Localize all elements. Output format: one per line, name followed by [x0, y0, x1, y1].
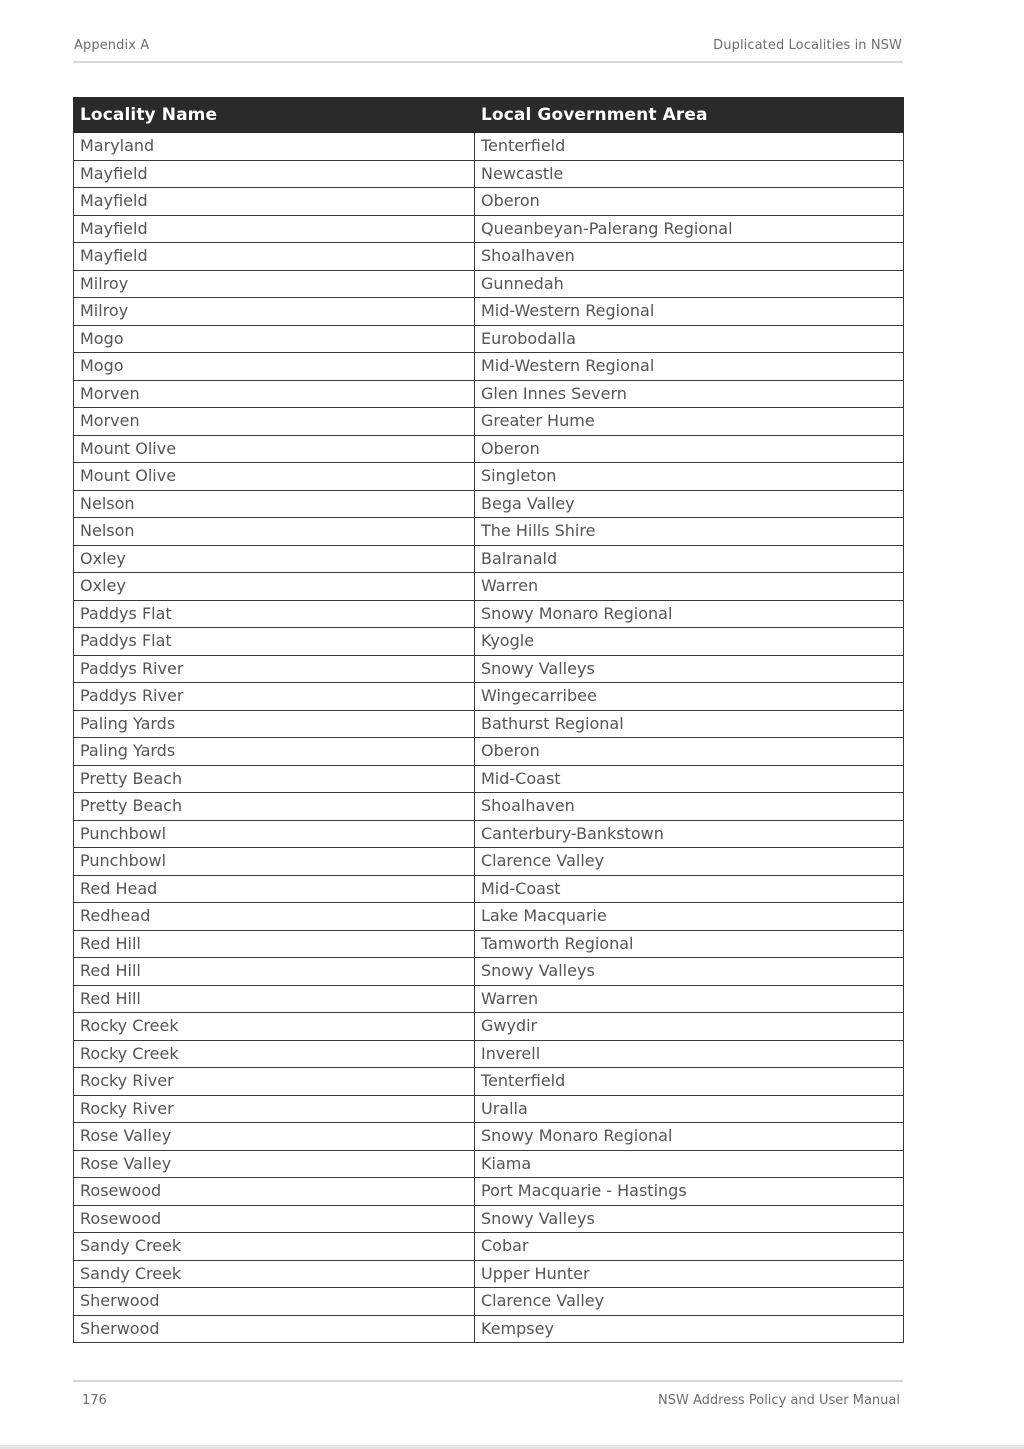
table-row [74, 545, 904, 573]
local-government-area-cell: Tamworth Regional [475, 930, 904, 958]
table-row [74, 738, 904, 766]
footer-document-title: NSW Address Policy and User Manual [658, 1393, 900, 1408]
table-row [74, 435, 904, 463]
table-row [74, 628, 904, 656]
locality-name-cell: Pretty Beach [74, 765, 475, 793]
locality-name-cell: Paling Yards [74, 710, 475, 738]
locality-name-cell: Sandy Creek [74, 1260, 475, 1288]
local-government-area-cell: Mid-Western Regional [475, 353, 904, 381]
table-row [74, 518, 904, 546]
locality-name-cell: Morven [74, 408, 475, 436]
local-government-area-cell: Eurobodalla [475, 325, 904, 353]
table-row [74, 930, 904, 958]
local-government-area-cell: Upper Hunter [475, 1260, 904, 1288]
local-government-area-cell: Port Macquarie - Hastings [475, 1178, 904, 1206]
locality-name-cell: Red Head [74, 875, 475, 903]
locality-name-cell: Rocky River [74, 1068, 475, 1096]
duplicated-localities-table [73, 97, 904, 1343]
locality-name-cell: Punchbowl [74, 848, 475, 876]
local-government-area-cell: Bega Valley [475, 490, 904, 518]
locality-name-cell: Mayfield [74, 243, 475, 271]
local-government-area-cell: Tenterfield [475, 1068, 904, 1096]
table-row [74, 793, 904, 821]
table-row [74, 1178, 904, 1206]
local-government-area-cell: Snowy Valleys [475, 1205, 904, 1233]
local-government-area-cell: Warren [475, 573, 904, 601]
table-row [74, 1040, 904, 1068]
table-row [74, 243, 904, 271]
locality-name-cell: Redhead [74, 903, 475, 931]
table-row [74, 1123, 904, 1151]
local-government-area-cell: Snowy Valleys [475, 958, 904, 986]
locality-name-cell: Paddys Flat [74, 600, 475, 628]
locality-name-cell: Maryland [74, 133, 475, 161]
locality-name-cell: Mogo [74, 353, 475, 381]
local-government-area-cell: Mid-Coast [475, 875, 904, 903]
locality-name-cell: Rosewood [74, 1205, 475, 1233]
header-divider [73, 61, 903, 63]
table-row [74, 710, 904, 738]
table-row [74, 1205, 904, 1233]
locality-name-cell: Rocky River [74, 1095, 475, 1123]
table-row [74, 1288, 904, 1316]
table-row [74, 958, 904, 986]
table-row [74, 985, 904, 1013]
local-government-area-cell: Kempsey [475, 1315, 904, 1343]
table-row [74, 875, 904, 903]
locality-name-cell: Mayfield [74, 215, 475, 243]
table-row [74, 820, 904, 848]
table-row [74, 903, 904, 931]
table-row [74, 1068, 904, 1096]
local-government-area-cell: Queanbeyan-Palerang Regional [475, 215, 904, 243]
locality-name-cell: Sandy Creek [74, 1233, 475, 1261]
local-government-area-cell: Gunnedah [475, 270, 904, 298]
table-row [74, 848, 904, 876]
column-header-local-government-area: Local Government Area [475, 98, 904, 133]
local-government-area-cell: Singleton [475, 463, 904, 491]
local-government-area-cell: Tenterfield [475, 133, 904, 161]
local-government-area-cell: Canterbury-Bankstown [475, 820, 904, 848]
footer-divider [73, 1380, 903, 1382]
table-row [74, 380, 904, 408]
locality-name-cell: Mount Olive [74, 463, 475, 491]
locality-name-cell: Mayfield [74, 160, 475, 188]
locality-name-cell: Rose Valley [74, 1150, 475, 1178]
locality-name-cell: Rosewood [74, 1178, 475, 1206]
page-number: 176 [82, 1393, 107, 1408]
table-body [74, 133, 904, 1343]
table-row [74, 1260, 904, 1288]
column-header-locality-name: Locality Name [74, 98, 475, 133]
local-government-area-cell: Balranald [475, 545, 904, 573]
locality-name-cell: Red Hill [74, 958, 475, 986]
locality-name-cell: Sherwood [74, 1288, 475, 1316]
locality-name-cell: Pretty Beach [74, 793, 475, 821]
locality-name-cell: Rocky Creek [74, 1040, 475, 1068]
locality-name-cell: Paddys River [74, 655, 475, 683]
local-government-area-cell: Clarence Valley [475, 848, 904, 876]
table-row [74, 1013, 904, 1041]
locality-name-cell: Milroy [74, 270, 475, 298]
table-row [74, 325, 904, 353]
local-government-area-cell: Lake Macquarie [475, 903, 904, 931]
local-government-area-cell: Clarence Valley [475, 1288, 904, 1316]
local-government-area-cell: Mid-Coast [475, 765, 904, 793]
table-row [74, 215, 904, 243]
local-government-area-cell: Oberon [475, 738, 904, 766]
locality-name-cell: Sherwood [74, 1315, 475, 1343]
local-government-area-cell: Bathurst Regional [475, 710, 904, 738]
local-government-area-cell: Wingecarribee [475, 683, 904, 711]
table-row [74, 1233, 904, 1261]
locality-name-cell: Paddys Flat [74, 628, 475, 656]
table-row [74, 463, 904, 491]
local-government-area-cell: Shoalhaven [475, 243, 904, 271]
table-row [74, 298, 904, 326]
locality-name-cell: Rocky Creek [74, 1013, 475, 1041]
local-government-area-cell: Snowy Monaro Regional [475, 1123, 904, 1151]
local-government-area-cell: Shoalhaven [475, 793, 904, 821]
local-government-area-cell: Glen Innes Severn [475, 380, 904, 408]
table-row [74, 683, 904, 711]
table-row [74, 408, 904, 436]
table-row [74, 1315, 904, 1343]
locality-name-cell: Paddys River [74, 683, 475, 711]
local-government-area-cell: Kyogle [475, 628, 904, 656]
locality-name-cell: Red Hill [74, 930, 475, 958]
table-row [74, 765, 904, 793]
local-government-area-cell: The Hills Shire [475, 518, 904, 546]
locality-name-cell: Rose Valley [74, 1123, 475, 1151]
locality-name-cell: Punchbowl [74, 820, 475, 848]
table-row [74, 1095, 904, 1123]
table-header-row [74, 98, 904, 133]
table-row [74, 655, 904, 683]
local-government-area-cell: Oberon [475, 188, 904, 216]
table-row [74, 160, 904, 188]
local-government-area-cell: Cobar [475, 1233, 904, 1261]
local-government-area-cell: Warren [475, 985, 904, 1013]
table-row [74, 353, 904, 381]
locality-name-cell: Mayfield [74, 188, 475, 216]
locality-name-cell: Milroy [74, 298, 475, 326]
local-government-area-cell: Mid-Western Regional [475, 298, 904, 326]
locality-name-cell: Mogo [74, 325, 475, 353]
locality-name-cell: Mount Olive [74, 435, 475, 463]
local-government-area-cell: Snowy Valleys [475, 655, 904, 683]
table-row [74, 270, 904, 298]
locality-name-cell: Nelson [74, 490, 475, 518]
local-government-area-cell: Kiama [475, 1150, 904, 1178]
table-row [74, 573, 904, 601]
table-row [74, 1150, 904, 1178]
local-government-area-cell: Greater Hume [475, 408, 904, 436]
locality-name-cell: Oxley [74, 573, 475, 601]
running-header-section: Appendix A [74, 38, 150, 53]
locality-name-cell: Nelson [74, 518, 475, 546]
table-row [74, 188, 904, 216]
table-row [74, 490, 904, 518]
local-government-area-cell: Newcastle [475, 160, 904, 188]
page-bottom-band [0, 1445, 1024, 1449]
running-header-title: Duplicated Localities in NSW [713, 38, 902, 53]
locality-name-cell: Red Hill [74, 985, 475, 1013]
local-government-area-cell: Gwydir [475, 1013, 904, 1041]
local-government-area-cell: Snowy Monaro Regional [475, 600, 904, 628]
local-government-area-cell: Oberon [475, 435, 904, 463]
locality-name-cell: Paling Yards [74, 738, 475, 766]
local-government-area-cell: Inverell [475, 1040, 904, 1068]
locality-name-cell: Morven [74, 380, 475, 408]
locality-name-cell: Oxley [74, 545, 475, 573]
table-row [74, 600, 904, 628]
table-row [74, 133, 904, 161]
local-government-area-cell: Uralla [475, 1095, 904, 1123]
